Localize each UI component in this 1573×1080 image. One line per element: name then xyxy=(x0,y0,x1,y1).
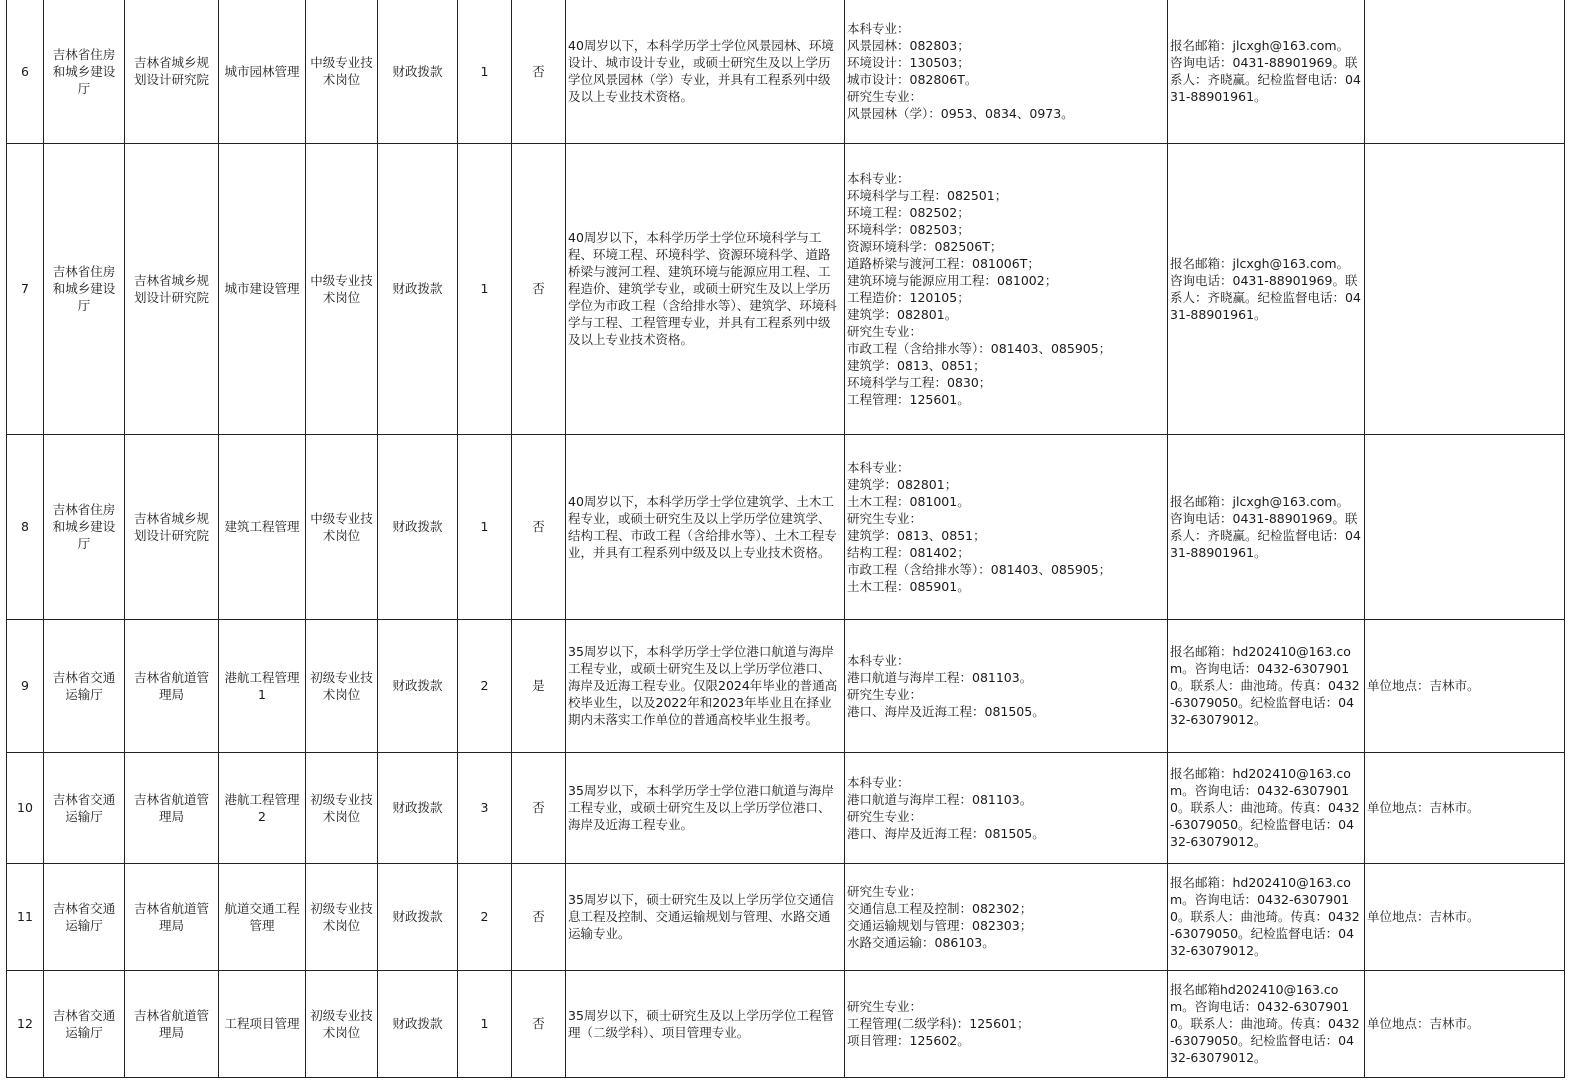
majors-cell: 本科专业： 环境科学与工程：082501； 环境工程：082502； 环境科学：082503； 资源环境科学：082506T； 道路桥梁与渡河工程：081006T； 建筑环境与能源应用工程：081002； 工程造价：120105； 建筑学：082801。 研究生专业： 市政工程（含给排水等）：081403、085905； 建筑学：0813、0851； 环境科学与工程：0830； 工程管理：125601。 xyxy=(845,143,1168,434)
contact-info-cell: 报名邮箱hd202410@163.com。咨询电话：0432-63079010。联系人：曲池琦。传真：0432-63079050。纪检监督电话：0432-63079012。 xyxy=(1168,970,1365,1077)
graduate-only-cell: 否 xyxy=(512,434,566,619)
graduate-only-cell: 否 xyxy=(512,143,566,434)
requirements-cell: 35周岁以下，本科学历学士学位港口航道与海岸工程专业，或硕士研究生及以上学历学位港口、海岸及近海工程专业。 xyxy=(566,752,845,863)
contact-info-cell: 报名邮箱：jlcxgh@163.com。咨询电话：0431-88901969。联系人：齐晓赢。纪检监督电话：0431-88901961。 xyxy=(1168,434,1365,619)
headcount-cell: 1 xyxy=(458,970,512,1077)
position-name-cell: 城市园林管理 xyxy=(219,0,306,143)
funding-type-cell: 财政拨款 xyxy=(378,434,458,619)
headcount-cell: 1 xyxy=(458,143,512,434)
contact-info-cell: 报名邮箱：hd202410@163.com。咨询电话：0432-63079010。联系人：曲池琦。传真：0432-63079050。纪检监督电话：0432-63079012。 xyxy=(1168,619,1365,752)
majors-cell: 本科专业： 风景园林：082803； 环境设计：130503； 城市设计：082806T。 研究生专业： 风景园林（学）：0953、0834、0973。 xyxy=(845,0,1168,143)
position-type-cell: 初级专业技术岗位 xyxy=(306,863,378,970)
remarks-cell xyxy=(1365,0,1565,143)
employer-unit-cell: 吉林省航道管理局 xyxy=(125,970,219,1077)
row-number-cell: 9 xyxy=(7,619,44,752)
remarks-cell: 单位地点：吉林市。 xyxy=(1365,619,1565,752)
row-number-cell: 12 xyxy=(7,970,44,1077)
contact-info-cell: 报名邮箱：jlcxgh@163.com。咨询电话：0431-88901969。联系人：齐晓赢。纪检监督电话：0431-88901961。 xyxy=(1168,0,1365,143)
graduate-only-cell: 否 xyxy=(512,0,566,143)
department-cell: 吉林省交通运输厅 xyxy=(44,863,125,970)
funding-type-cell: 财政拨款 xyxy=(378,619,458,752)
position-type-cell: 中级专业技术岗位 xyxy=(306,143,378,434)
table-row xyxy=(7,619,1565,752)
funding-type-cell: 财政拨款 xyxy=(378,970,458,1077)
requirements-cell: 35周岁以下，硕士研究生及以上学历学位工程管理（二级学科）、项目管理专业。 xyxy=(566,970,845,1077)
remarks-cell: 单位地点：吉林市。 xyxy=(1365,863,1565,970)
employer-unit-cell: 吉林省航道管理局 xyxy=(125,619,219,752)
remarks-cell: 单位地点：吉林市。 xyxy=(1365,752,1565,863)
row-number-cell: 11 xyxy=(7,863,44,970)
table-row xyxy=(7,970,1565,1077)
funding-type-cell: 财政拨款 xyxy=(378,863,458,970)
position-name-cell: 港航工程管理2 xyxy=(219,752,306,863)
graduate-only-cell: 否 xyxy=(512,970,566,1077)
position-type-cell: 中级专业技术岗位 xyxy=(306,434,378,619)
position-name-cell: 工程项目管理 xyxy=(219,970,306,1077)
row-number-cell: 7 xyxy=(7,143,44,434)
requirements-cell: 40周岁以下，本科学历学士学位建筑学、土木工程专业，或硕士研究生及以上学历学位建筑学、结构工程、市政工程（含给排水等）、土木工程专业，并具有工程系列中级及以上专业技术资格。 xyxy=(566,434,845,619)
position-name-cell: 航道交通工程管理 xyxy=(219,863,306,970)
employer-unit-cell: 吉林省城乡规划设计研究院 xyxy=(125,434,219,619)
funding-type-cell: 财政拨款 xyxy=(378,0,458,143)
position-type-cell: 初级专业技术岗位 xyxy=(306,970,378,1077)
department-cell: 吉林省住房和城乡建设厅 xyxy=(44,434,125,619)
row-number-cell: 8 xyxy=(7,434,44,619)
position-name-cell: 港航工程管理1 xyxy=(219,619,306,752)
requirements-cell: 35周岁以下，本科学历学士学位港口航道与海岸工程专业，或硕士研究生及以上学历学位港口、海岸及近海工程专业。仅限2024年毕业的普通高校毕业生，以及2022年和2023年毕业且在择业期内未落实工作单位的普通高校毕业生报考。 xyxy=(566,619,845,752)
contact-info-cell: 报名邮箱：hd202410@163.com。咨询电话：0432-63079010。联系人：曲池琦。传真：0432-63079050。纪检监督电话：0432-63079012。 xyxy=(1168,863,1365,970)
graduate-only-cell: 否 xyxy=(512,863,566,970)
headcount-cell: 2 xyxy=(458,619,512,752)
table-row xyxy=(7,863,1565,970)
graduate-only-cell: 是 xyxy=(512,619,566,752)
table-row xyxy=(7,0,1565,143)
majors-cell: 研究生专业： 工程管理(二级学科)：125601； 项目管理：125602。 xyxy=(845,970,1168,1077)
department-cell: 吉林省交通运输厅 xyxy=(44,970,125,1077)
contact-info-cell: 报名邮箱：hd202410@163.com。咨询电话：0432-63079010。联系人：曲池琦。传真：0432-63079050。纪检监督电话：0432-63079012。 xyxy=(1168,752,1365,863)
majors-cell: 本科专业： 建筑学：082801； 土木工程：081001。 研究生专业： 建筑学：0813、0851； 结构工程：081402； 市政工程（含给排水等）：081403、085905； 土木工程：085901。 xyxy=(845,434,1168,619)
graduate-only-cell: 否 xyxy=(512,752,566,863)
position-type-cell: 初级专业技术岗位 xyxy=(306,619,378,752)
position-type-cell: 中级专业技术岗位 xyxy=(306,0,378,143)
majors-cell: 本科专业： 港口航道与海岸工程：081103。 研究生专业： 港口、海岸及近海工程：081505。 xyxy=(845,752,1168,863)
employer-unit-cell: 吉林省航道管理局 xyxy=(125,863,219,970)
contact-info-cell: 报名邮箱：jlcxgh@163.com。咨询电话：0431-88901969。联系人：齐晓赢。纪检监督电话：0431-88901961。 xyxy=(1168,143,1365,434)
majors-cell: 研究生专业： 交通信息工程及控制：082302； 交通运输规划与管理：082303； 水路交通运输：086103。 xyxy=(845,863,1168,970)
employer-unit-cell: 吉林省航道管理局 xyxy=(125,752,219,863)
row-number-cell: 10 xyxy=(7,752,44,863)
funding-type-cell: 财政拨款 xyxy=(378,752,458,863)
table-row xyxy=(7,752,1565,863)
employer-unit-cell: 吉林省城乡规划设计研究院 xyxy=(125,143,219,434)
department-cell: 吉林省住房和城乡建设厅 xyxy=(44,143,125,434)
position-name-cell: 建筑工程管理 xyxy=(219,434,306,619)
position-name-cell: 城市建设管理 xyxy=(219,143,306,434)
remarks-cell: 单位地点：吉林市。 xyxy=(1365,970,1565,1077)
requirements-cell: 40周岁以下，本科学历学士学位风景园林、环境设计、城市设计专业，或硕士研究生及以上学历学位风景园林（学）专业，并具有工程系列中级及以上专业技术资格。 xyxy=(566,0,845,143)
headcount-cell: 1 xyxy=(458,0,512,143)
majors-cell: 本科专业： 港口航道与海岸工程：081103。 研究生专业： 港口、海岸及近海工程：081505。 xyxy=(845,619,1168,752)
remarks-cell xyxy=(1365,434,1565,619)
employer-unit-cell: 吉林省城乡规划设计研究院 xyxy=(125,0,219,143)
job-posting-table xyxy=(6,0,1565,1078)
remarks-cell xyxy=(1365,143,1565,434)
requirements-cell: 40周岁以下，本科学历学士学位环境科学与工程、环境工程、环境科学、资源环境科学、道路桥梁与渡河工程、建筑环境与能源应用工程、工程造价、建筑学专业，或硕士研究生及以上学历学位为市政工程（含给排水等）、建筑学、环境科学与工程、工程管理专业，并具有工程系列中级及以上专业技术资格。 xyxy=(566,143,845,434)
headcount-cell: 1 xyxy=(458,434,512,619)
headcount-cell: 3 xyxy=(458,752,512,863)
requirements-cell: 35周岁以下，硕士研究生及以上学历学位交通信息工程及控制、交通运输规划与管理、水路交通运输专业。 xyxy=(566,863,845,970)
table-row xyxy=(7,143,1565,434)
department-cell: 吉林省住房和城乡建设厅 xyxy=(44,0,125,143)
table-row xyxy=(7,434,1565,619)
headcount-cell: 2 xyxy=(458,863,512,970)
position-type-cell: 初级专业技术岗位 xyxy=(306,752,378,863)
department-cell: 吉林省交通运输厅 xyxy=(44,619,125,752)
funding-type-cell: 财政拨款 xyxy=(378,143,458,434)
department-cell: 吉林省交通运输厅 xyxy=(44,752,125,863)
row-number-cell: 6 xyxy=(7,0,44,143)
